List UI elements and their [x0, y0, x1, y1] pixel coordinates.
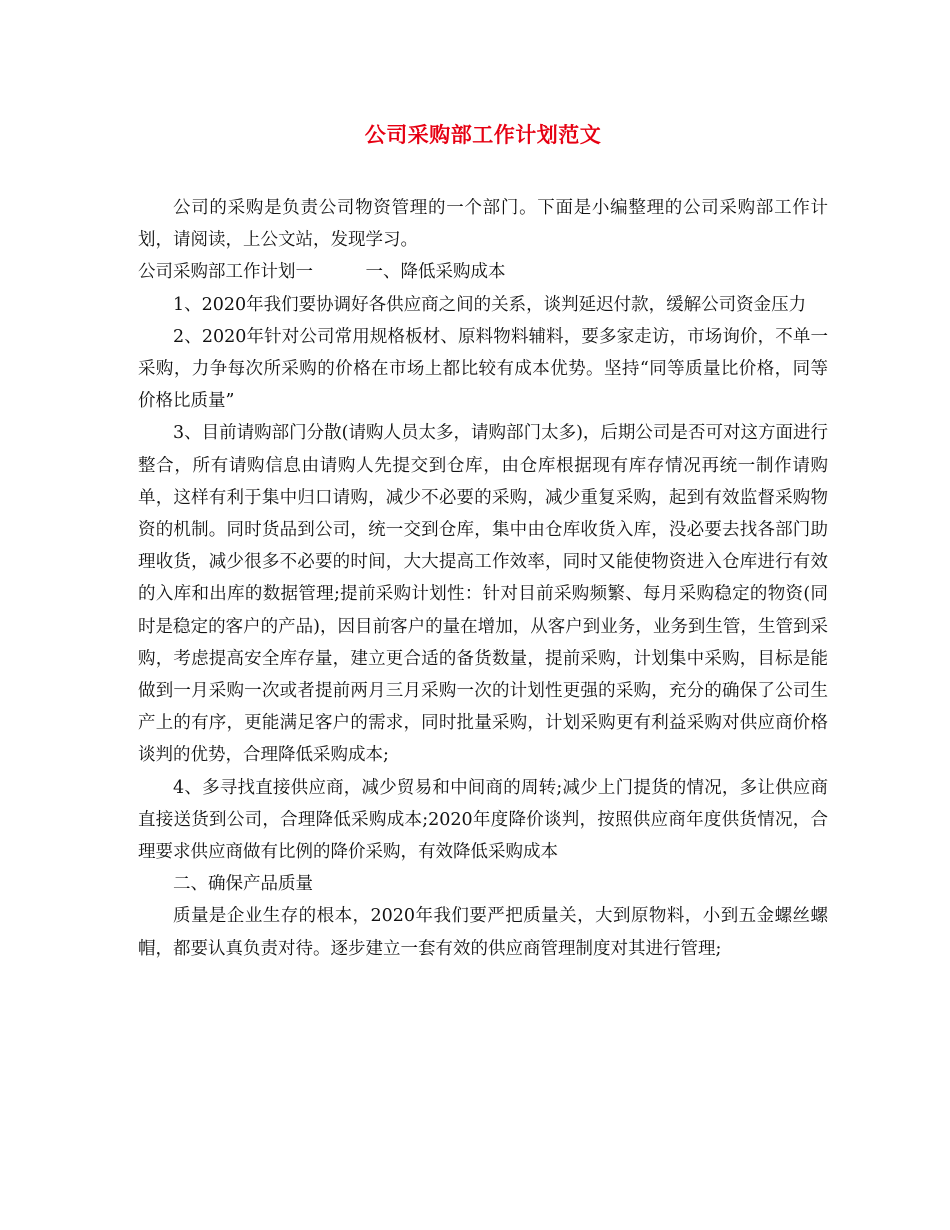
- paragraph-quality: 质量是企业生存的根本，2020年我们要严把质量关，大到原物料，小到五金螺丝螺帽，都要认真负责对待。逐步建立一套有效的供应商管理制度对其进行管理;: [138, 906, 828, 959]
- intro-paragraph: 公司的采购是负责公司物资管理的一个部门。下面是小编整理的公司采购部工作计划，请阅读，上公文站，发现学习。: [138, 198, 828, 251]
- section-heading-quality: 二、确保产品质量: [173, 874, 313, 895]
- document-title: 公司采购部工作计划范文: [364, 122, 602, 147]
- paragraph-item-2: 2、2020年针对公司常用规格板材、原料物料辅料，要多家走访，市场询价，不单一采购，力争每次所采购的价格在市场上都比较有成本优势。坚持“同等质量比价格，同等价格比质量”: [138, 326, 828, 412]
- paragraph-item-3: 3、目前请购部门分散(请购人员太多，请购部门太多)，后期公司是否可对这方面进行整合，所有请购信息由请购人先提交到仓库，由仓库根据现有库存情况再统一制作请购单，这样有利于集中归口请购，减少不必要的采购，减少重复采购，起到有效监督采购物资的机制。同时货品到公司，统一交到仓库，集中由仓库收货入库，没必要去找各部门助理收货，减少很多不必要的时间，大大提高工作效率，同时又能使物资进入仓库进行有效的入库和出库的数据管理;提前采购计划性：针对目前采购频繁、每月采购稳定的物资(同时是稳定的客户的产品)，因目前客户的量在增加，从客户到业务，业务到生管，生管到采购，考虑提高安全库存量，建立更合适的备货数量，提前采购，计划集中采购，目标是能做到一月采购一次或者提前两月三月采购一次的计划性更强的采购，充分的确保了公司生产上的有序，更能满足客户的需求，同时批量采购，计划采购更有利益采购对供应商价格谈判的优势，合理降低采购成本;: [138, 423, 828, 766]
- paragraph-item-4: 4、多寻找直接供应商，减少贸易和中间商的周转;减少上门提货的情况，多让供应商直接送货到公司，合理降低采购成本;2020年度降价谈判，按照供应商年度供货情况，合理要求供应商做有比例的降价采购，有效降低采购成本: [138, 777, 828, 863]
- section-heading-plan-one: 公司采购部工作计划一 一、降低采购成本: [138, 262, 506, 283]
- document-body: [138, 192, 828, 965]
- paragraph-item-1: 1、2020年我们要协调好各供应商之间的关系，谈判延迟付款，缓解公司资金压力: [173, 294, 807, 315]
